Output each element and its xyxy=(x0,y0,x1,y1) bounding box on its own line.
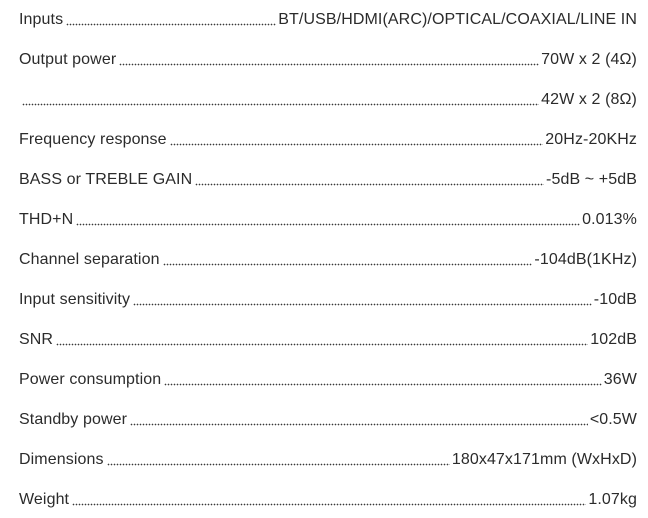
spec-row-dimensions xyxy=(19,444,637,470)
dot-leader xyxy=(130,422,588,426)
spec-row-frequency-response xyxy=(19,124,637,150)
spec-value: 180x47x171mm (WxHxD) xyxy=(451,451,637,468)
spec-value: 36W xyxy=(603,371,637,388)
dot-leader xyxy=(76,222,580,226)
dot-leader xyxy=(56,342,588,346)
dot-leader xyxy=(164,382,602,386)
spec-row-inputs xyxy=(19,4,637,30)
dot-leader xyxy=(119,62,539,66)
spec-value: -10dB xyxy=(593,291,637,308)
spec-label: Power consumption xyxy=(19,371,162,388)
spec-value: -104dB(1KHz) xyxy=(534,251,637,268)
spec-value: 42W x 2 (8Ω) xyxy=(541,91,637,108)
spec-value: 20Hz-20KHz xyxy=(545,131,637,148)
spec-row-output-power-4ohm xyxy=(19,44,637,70)
dot-leader xyxy=(163,262,533,266)
dot-leader xyxy=(22,102,539,106)
dot-leader xyxy=(107,462,450,466)
spec-label: SNR xyxy=(19,331,54,348)
spec-label: Input sensitivity xyxy=(19,291,131,308)
spec-value: 0.013% xyxy=(582,211,637,228)
spec-row-channel-separation xyxy=(19,244,637,270)
dot-leader xyxy=(195,182,544,186)
spec-value: BT/USB/HDMI(ARC)/OPTICAL/COAXIAL/LINE IN xyxy=(278,11,637,28)
spec-value: 70W x 2 (4Ω) xyxy=(541,51,637,68)
dot-leader xyxy=(133,302,592,306)
spec-row-thd-n xyxy=(19,204,637,230)
dot-leader xyxy=(170,142,544,146)
spec-row-bass-treble-gain xyxy=(19,164,637,190)
spec-row-weight xyxy=(19,484,637,510)
spec-value: 1.07kg xyxy=(588,491,637,508)
dot-leader xyxy=(66,22,276,26)
spec-label: Frequency response xyxy=(19,131,167,148)
spec-label: Channel separation xyxy=(19,251,160,268)
spec-label: BASS or TREBLE GAIN xyxy=(19,171,193,188)
spec-value: -5dB ~ +5dB xyxy=(546,171,637,188)
spec-row-input-sensitivity xyxy=(19,284,637,310)
spec-value: 102dB xyxy=(590,331,637,348)
spec-label: Standby power xyxy=(19,411,128,428)
spec-value: <0.5W xyxy=(589,411,637,428)
spec-label: Dimensions xyxy=(19,451,104,468)
spec-row-standby-power xyxy=(19,404,637,430)
spec-row-output-power-8ohm xyxy=(19,84,637,110)
spec-label: THD+N xyxy=(19,211,74,228)
spec-label: Inputs xyxy=(19,11,64,28)
spec-row-power-consumption xyxy=(19,364,637,390)
dot-leader xyxy=(72,502,586,506)
spec-row-snr xyxy=(19,324,637,350)
spec-label: Weight xyxy=(19,491,70,508)
spec-label: Output power xyxy=(19,51,117,68)
